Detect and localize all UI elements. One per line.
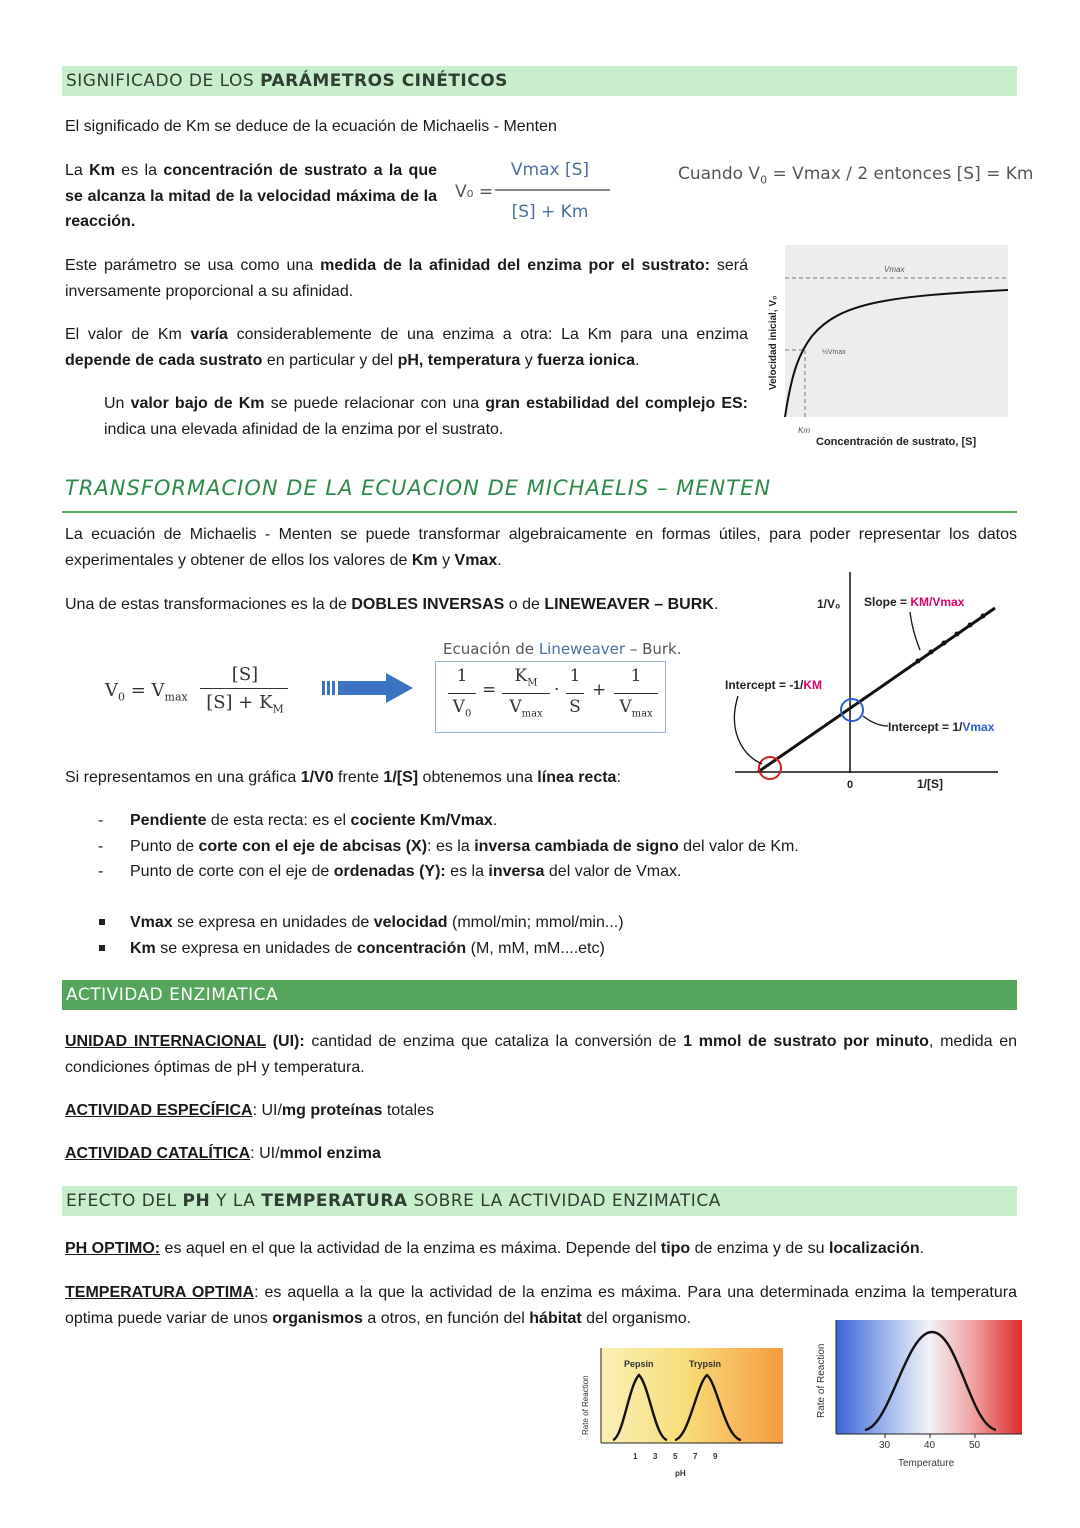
temperature-activity-chart <box>810 1318 1025 1473</box>
straight-line-paragraph: Si representamos en una gráfica 1/V0 frente 1/[S] obtenemos una línea recta: <box>65 769 621 786</box>
bullet-square-icon <box>99 919 105 925</box>
section-header-transformation: TRANSFORMACION DE LA ECUACION DE MICHAELIS – MENTEN <box>65 476 772 500</box>
tick-label: 9 <box>713 1452 718 1461</box>
ph-tick-labels <box>633 1452 718 1461</box>
formula-lhs: V₀ = <box>455 182 494 202</box>
optimal-ph-definition: PH OPTIMO: es aquel en el que la actividad de la enzima es máxima. Depende del tipo de enzima y de su localización. <box>65 1240 925 1257</box>
section-underline <box>62 511 1017 513</box>
tick-label: 1 <box>633 1452 638 1461</box>
section-header-ph-temperature: EFECTO DEL PH Y LA TEMPERATURA SOBRE LA ACTIVIDAD ENZIMATICA <box>62 1186 1017 1216</box>
y-axis-label: 1/V₀ <box>817 597 841 611</box>
michaelis-menten-curve-figure <box>760 240 1020 455</box>
temperature-plot-background <box>836 1320 1022 1434</box>
km-intro: El significado de Km se deduce de la ecuación de Michaelis - Menten <box>65 118 557 135</box>
tick-label: 5 <box>673 1452 678 1461</box>
tick-label: 7 <box>693 1452 698 1461</box>
y-axis-label: Velocidad inicial, V₀ <box>768 295 779 390</box>
catalytic-activity: ACTIVIDAD CATALÍTICA: UI/mmol enzima <box>65 1145 381 1162</box>
specific-activity: ACTIVIDAD ESPECÍFICA: UI/mg proteínas totales <box>65 1102 434 1119</box>
slope-pointer <box>910 612 920 650</box>
tick-label: 40 <box>924 1440 936 1451</box>
temperature-tick-labels <box>879 1440 981 1451</box>
bullet-square-icon <box>99 945 105 951</box>
y-intercept-label: Intercept = 1/Vmax <box>888 720 995 734</box>
series-label-trypsin: Trypsin <box>689 1359 722 1369</box>
section-header-enzyme-activity: ACTIVIDAD ENZIMATICA <box>62 980 1017 1010</box>
x-intercept-pointer <box>734 696 762 764</box>
ph-activity-chart <box>575 1345 790 1485</box>
square-bullet-list <box>98 910 624 961</box>
vmax-label: Vmax <box>884 265 905 274</box>
origin-label: 0 <box>847 779 854 791</box>
low-km-paragraph: Un valor bajo de Km se puede relacionar con una gran estabilidad del complejo ES: indica una elevada afinidad de la enzima por el sustrato. <box>104 395 748 438</box>
list-item: Vmax se expresa en unidades de velocidad (mmol/min; mmol/min...) <box>98 910 624 936</box>
section-header-kinetic-parameters <box>62 66 1017 96</box>
list-item: - Pendiente de esta recta: es el cociente Km/Vmax. <box>98 812 498 829</box>
x-axis-label: 1/[S] <box>917 777 944 791</box>
lineweaver-burk-plot <box>720 568 1020 798</box>
x-intercept-label: Intercept = -1/KM <box>725 678 823 692</box>
y-axis-label: Rate of Reaction <box>816 1343 827 1418</box>
slope-label: Slope = KM/Vmax <box>864 595 965 609</box>
x-axis-label: pH <box>675 1469 686 1478</box>
km-varies-paragraph: El valor de Km varía considerablemente de una enzima a otra: La Km para una enzima depende de cada sustrato en particular y del pH, temperatura y fuerza ionica. <box>65 326 749 369</box>
ui-definition: UNIDAD INTERNACIONAL (UI): cantidad de enzima que cataliza la conversión de 1 mmol de sustrato por minuto, medida en condiciones óptimas de pH y temperatura. <box>65 1033 1018 1076</box>
x-axis-label: Concentración de sustrato, [S] <box>816 436 977 448</box>
y-axis-label: Rate of Reaction <box>581 1375 590 1435</box>
vmax-half-note: Cuando $V_0 = Vmax / 2$ entonces [S] = Km <box>678 164 1034 187</box>
list-item: - Punto de corte con el eje de ordenadas (Y): es la inversa del valor de Vmax. <box>98 863 682 880</box>
lineweaver-intro: Una de estas transformaciones es la de DOBLES INVERSAS o de LINEWEAVER – BURK. <box>65 596 719 613</box>
optimal-temperature-definition: TEMPERATURA OPTIMA: es aquella a la que la actividad de la enzima es máxima. Para una determinada enzima la temperatura optima puede variar de unos organismos a otros, en función del hábitat del organismo. <box>65 1284 1018 1327</box>
half-vmax-label: ½Vmax <box>822 349 846 356</box>
formula-numerator: Vmax [S] <box>510 160 590 180</box>
y-intercept-pointer <box>863 716 888 726</box>
transform-paragraph: La ecuación de Michaelis - Menten se puede transformar algebraicamente en formas útiles, para poder representar los datos experimentales y obtener de ellos los valores de Km y Vmax. <box>65 526 1017 569</box>
list-item: Km se expresa en unidades de concentración (M, mM, mM....etc) <box>98 936 624 962</box>
km-definition: La Km es la concentración de sustrato a la que se alcanza la mitad de la velocidad máxima de la reacción. <box>65 162 437 230</box>
affinity-paragraph: Este parámetro se usa como una medida de la afinidad del enzima por el sustrato: será inversamente proporcional a su afinidad. <box>65 257 749 300</box>
mm-equation-math: $V_0 = V_{max}$ [S] $[S] + K_M$ <box>105 662 305 722</box>
dash-list <box>98 808 799 885</box>
lineweaver-burk-title: Ecuación de Lineweaver – Burk. <box>443 640 682 658</box>
header-bold-text: PARÁMETROS CINÉTICOS <box>260 71 508 91</box>
mm-formula <box>455 160 615 224</box>
fraction-bar <box>495 189 610 191</box>
transform-arrow <box>320 672 415 704</box>
formula-denominator: [S] + Km <box>511 202 589 222</box>
temperature-ticks <box>885 1434 975 1438</box>
lineweaver-burk-equation: 1 $V_0$ = $K_M$ $V_{max}$ · 1 S + 1 $V_{max}$ <box>435 661 666 733</box>
header-text: SIGNIFICADO DE LOS <box>66 71 261 91</box>
list-item: - Punto de corte con el eje de abcisas (X): es la inversa cambiada de signo del valor de Km. <box>98 837 799 855</box>
tick-label: 3 <box>653 1452 658 1461</box>
series-label-pepsin: Pepsin <box>624 1359 654 1369</box>
km-label: Km <box>798 426 810 435</box>
tick-label: 50 <box>969 1440 981 1451</box>
tick-label: 30 <box>879 1440 891 1451</box>
x-axis-label: Temperature <box>898 1458 955 1469</box>
y-intercept-circle <box>841 699 863 721</box>
